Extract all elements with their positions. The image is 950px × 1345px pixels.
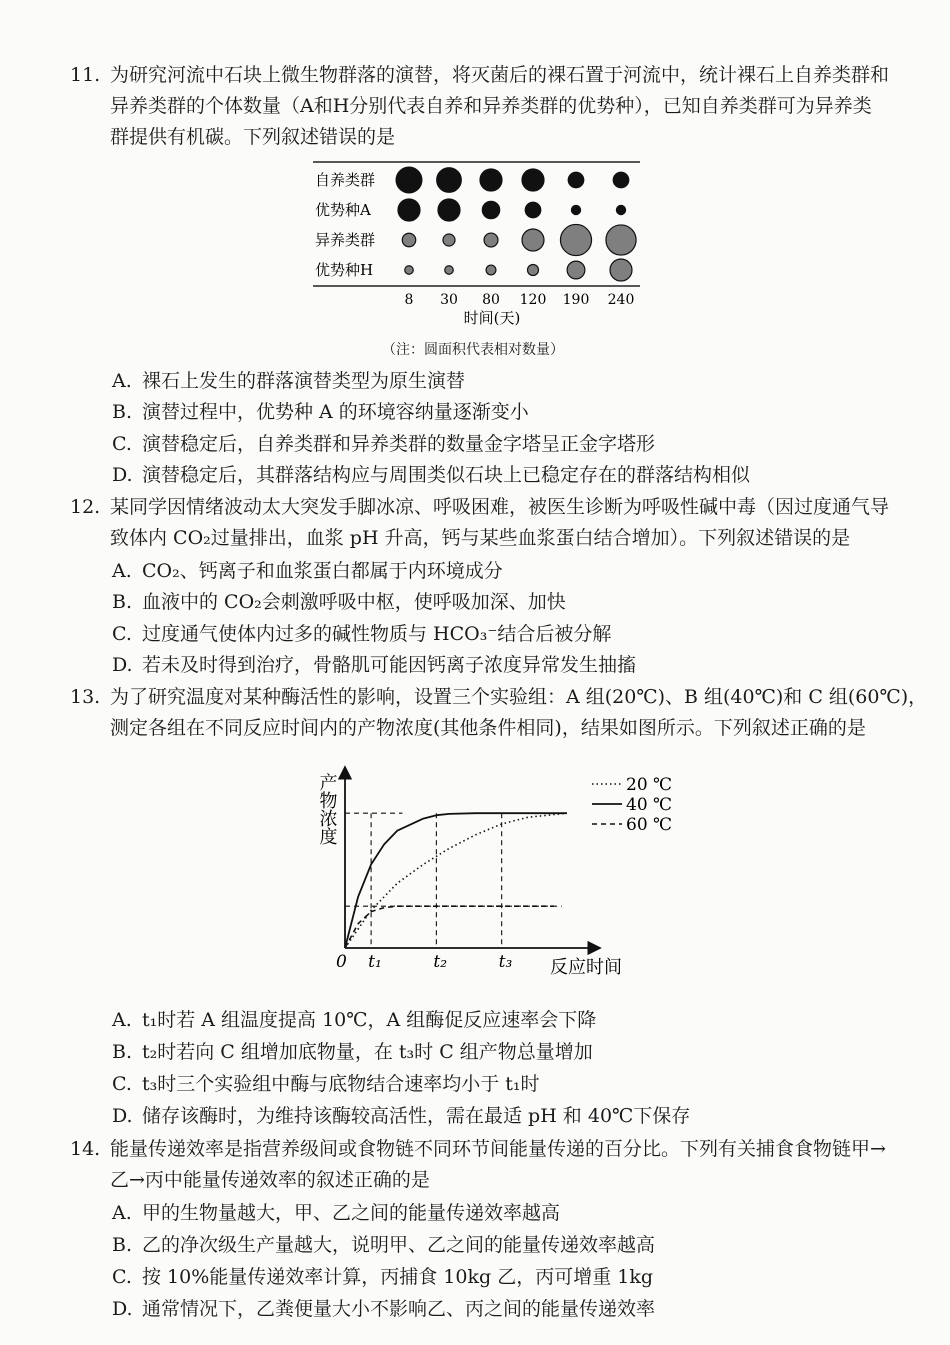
option-a[interactable] xyxy=(112,1005,596,1036)
option-text: 过度通气使体内过多的碱性物质与 HCO₃⁻结合后被分解 xyxy=(142,623,612,645)
bubble-point xyxy=(606,225,636,255)
option-a[interactable] xyxy=(112,556,503,587)
series-line xyxy=(345,813,567,948)
option-label: D. xyxy=(112,464,133,486)
option-d[interactable] xyxy=(112,1101,690,1132)
x-tick-label: t₁ xyxy=(368,952,382,972)
option-label: D. xyxy=(112,1105,133,1127)
x-tick-label: 8 xyxy=(404,292,414,308)
bubble-point xyxy=(396,167,422,193)
option-b[interactable] xyxy=(112,587,566,618)
stem-line: 群提供有机碳。下列叙述错误的是 xyxy=(110,126,396,148)
option-text: 乙的净次级生产量越大，说明甲、乙之间的能量传递效率越高 xyxy=(142,1234,656,1256)
stem-line: 测定各组在不同反应时间内的产物浓度(其他条件相同)，结果如图所示。下列叙述正确的是 xyxy=(110,717,866,739)
legend-label: 60 ℃ xyxy=(626,815,673,835)
option-label: A. xyxy=(112,560,132,582)
bubble-point xyxy=(525,202,541,218)
option-b[interactable] xyxy=(112,1037,593,1068)
bubble-point xyxy=(445,266,454,275)
option-text: 裸石上发生的群落演替类型为原生演替 xyxy=(142,370,466,392)
option-label: C. xyxy=(112,1266,132,1288)
option-label: D. xyxy=(112,1298,133,1320)
row-label: 优势种H xyxy=(315,261,374,279)
option-d[interactable] xyxy=(112,650,636,681)
bubble-point xyxy=(613,172,629,188)
bubble-point xyxy=(528,265,539,276)
row-label: 优势种A xyxy=(315,201,371,219)
stem-line: 某同学因情绪波动太大突发手脚冰凉、呼吸困难，被医生诊断为呼吸性碱中毒（因过度通气导 xyxy=(110,496,890,518)
bubble-point xyxy=(402,233,415,246)
bubble-point xyxy=(610,259,632,281)
option-text: 演替过程中，优势种 A 的环境容纳量逐渐变小 xyxy=(142,401,529,423)
bubble-point xyxy=(480,169,502,191)
option-text: 若未及时得到治疗，骨骼肌可能因钙离子浓度异常发生抽搐 xyxy=(142,654,637,676)
option-text: CO₂、钙离子和血浆蛋白都属于内环境成分 xyxy=(142,560,503,582)
row-label: 异养类群 xyxy=(315,231,376,249)
option-label: D. xyxy=(112,654,133,676)
bubble-point xyxy=(438,199,460,221)
bubble-point xyxy=(522,229,544,251)
question-stem xyxy=(110,1134,910,1196)
option-label: A. xyxy=(112,1009,132,1031)
bubble-point xyxy=(484,233,498,247)
option-d[interactable] xyxy=(112,460,750,491)
option-d[interactable] xyxy=(112,1294,655,1325)
x-tick-label: 30 xyxy=(440,292,458,308)
row-label: 自养类群 xyxy=(315,171,376,189)
option-text: 血液中的 CO₂会刺激呼吸中枢，使呼吸加深、加快 xyxy=(142,591,566,613)
x-tick-label: 190 xyxy=(562,292,590,308)
series-line xyxy=(345,906,554,948)
option-a[interactable] xyxy=(112,366,465,397)
option-b[interactable] xyxy=(112,1230,655,1261)
option-c[interactable] xyxy=(112,1069,540,1100)
bubble-point xyxy=(437,168,462,193)
bubble-point xyxy=(567,261,585,279)
question-number: 12. xyxy=(70,496,101,518)
option-c[interactable] xyxy=(112,429,655,460)
origin-label: 0 xyxy=(336,952,347,972)
bubble-point xyxy=(560,224,591,255)
stem-line: 致体内 CO₂过量排出，血浆 pH 升高，钙与某些血浆蛋白结合增加）。下列叙述错误的是 xyxy=(110,527,851,549)
stem-line: 为了研究温度对某种酶活性的影响，设置三个实验组：A 组(20℃)、B 组(40℃)和 C 组(60℃)， xyxy=(110,686,928,708)
x-tick-label: 120 xyxy=(519,292,547,308)
x-tick-label: t₃ xyxy=(498,952,513,972)
series-line xyxy=(345,813,567,948)
option-a[interactable] xyxy=(112,1198,560,1229)
option-text: 储存该酶时，为维持该酶较高活性，需在最适 pH 和 40℃下保存 xyxy=(142,1105,691,1127)
stem-line: 乙→丙中能量传递效率的叙述正确的是 xyxy=(110,1169,430,1191)
option-label: B. xyxy=(112,1041,133,1063)
option-label: C. xyxy=(112,623,132,645)
stem-line: 能量传递效率是指营养级间或食物链不同环节间能量传递的百分比。下列有关捕食食物链甲→ xyxy=(110,1138,886,1160)
bubble-point xyxy=(405,266,414,275)
bubble-point xyxy=(482,201,499,218)
legend-label: 40 ℃ xyxy=(626,795,673,815)
bubble-point xyxy=(571,205,580,214)
option-label: B. xyxy=(112,1234,133,1256)
option-label: C. xyxy=(112,1073,132,1095)
option-text: t₁时若 A 组温度提高 10℃，A 组酶促反应速率会下降 xyxy=(142,1009,597,1031)
bubble-point xyxy=(486,265,496,275)
question-stem xyxy=(110,492,910,554)
bubble-point xyxy=(616,205,625,214)
option-text: 按 10%能量传递效率计算，丙捕食 10kg 乙，丙可增重 1kg xyxy=(142,1266,654,1288)
stem-line: 异养类群的个体数量（A和H分别代表自养和异养类群的优势种），已知自养类群可为异养类 xyxy=(110,95,872,117)
option-text: t₂时若向 C 组增加底物量，在 t₃时 C 组产物总量增加 xyxy=(142,1041,593,1063)
option-label: A. xyxy=(112,370,132,392)
option-text: 通常情况下，乙粪便量大小不影响乙、丙之间的能量传递效率 xyxy=(142,1298,656,1320)
y-axis-title: 产物浓度 xyxy=(316,773,338,845)
question-stem xyxy=(110,682,928,744)
option-c[interactable] xyxy=(112,619,611,650)
question-number: 11. xyxy=(70,64,101,86)
x-axis-title: 反应时间 xyxy=(550,957,622,978)
bubble-point xyxy=(522,169,544,191)
option-label: C. xyxy=(112,433,132,455)
x-tick-label: 80 xyxy=(482,292,500,308)
bubble-chart xyxy=(300,155,650,330)
option-c[interactable] xyxy=(112,1262,653,1293)
option-label: B. xyxy=(112,591,133,613)
question-stem xyxy=(110,60,910,153)
question-number: 13. xyxy=(70,686,101,708)
option-label: B. xyxy=(112,401,133,423)
bubble-point xyxy=(568,172,584,188)
question-number: 14. xyxy=(70,1138,101,1160)
option-text: 演替稳定后，其群落结构应与周围类似石块上已稳定存在的群落结构相似 xyxy=(142,464,751,486)
bubble-point xyxy=(443,234,455,246)
bubble-point xyxy=(398,199,420,221)
x-tick-label: 240 xyxy=(607,292,635,308)
option-text: 甲的生物量越大，甲、乙之间的能量传递效率越高 xyxy=(142,1202,561,1224)
option-b[interactable] xyxy=(112,397,529,428)
figure-caption: （注：圆面积代表相对数量） xyxy=(382,342,564,358)
stem-line: 为研究河流中石块上微生物群落的演替，将灭菌后的裸石置于河流中，统计裸石上自养类群和 xyxy=(110,64,890,86)
option-text: 演替稳定后，自养类群和异养类群的数量金字塔呈正金字塔形 xyxy=(142,433,656,455)
option-label: A. xyxy=(112,1202,132,1224)
x-axis-title: 时间(天) xyxy=(463,309,521,327)
enzyme-line-chart xyxy=(300,755,700,985)
legend-label: 20 ℃ xyxy=(626,775,673,795)
x-tick-label: t₂ xyxy=(433,952,448,972)
option-text: t₃时三个实验组中酶与底物结合速率均小于 t₁时 xyxy=(142,1073,540,1095)
